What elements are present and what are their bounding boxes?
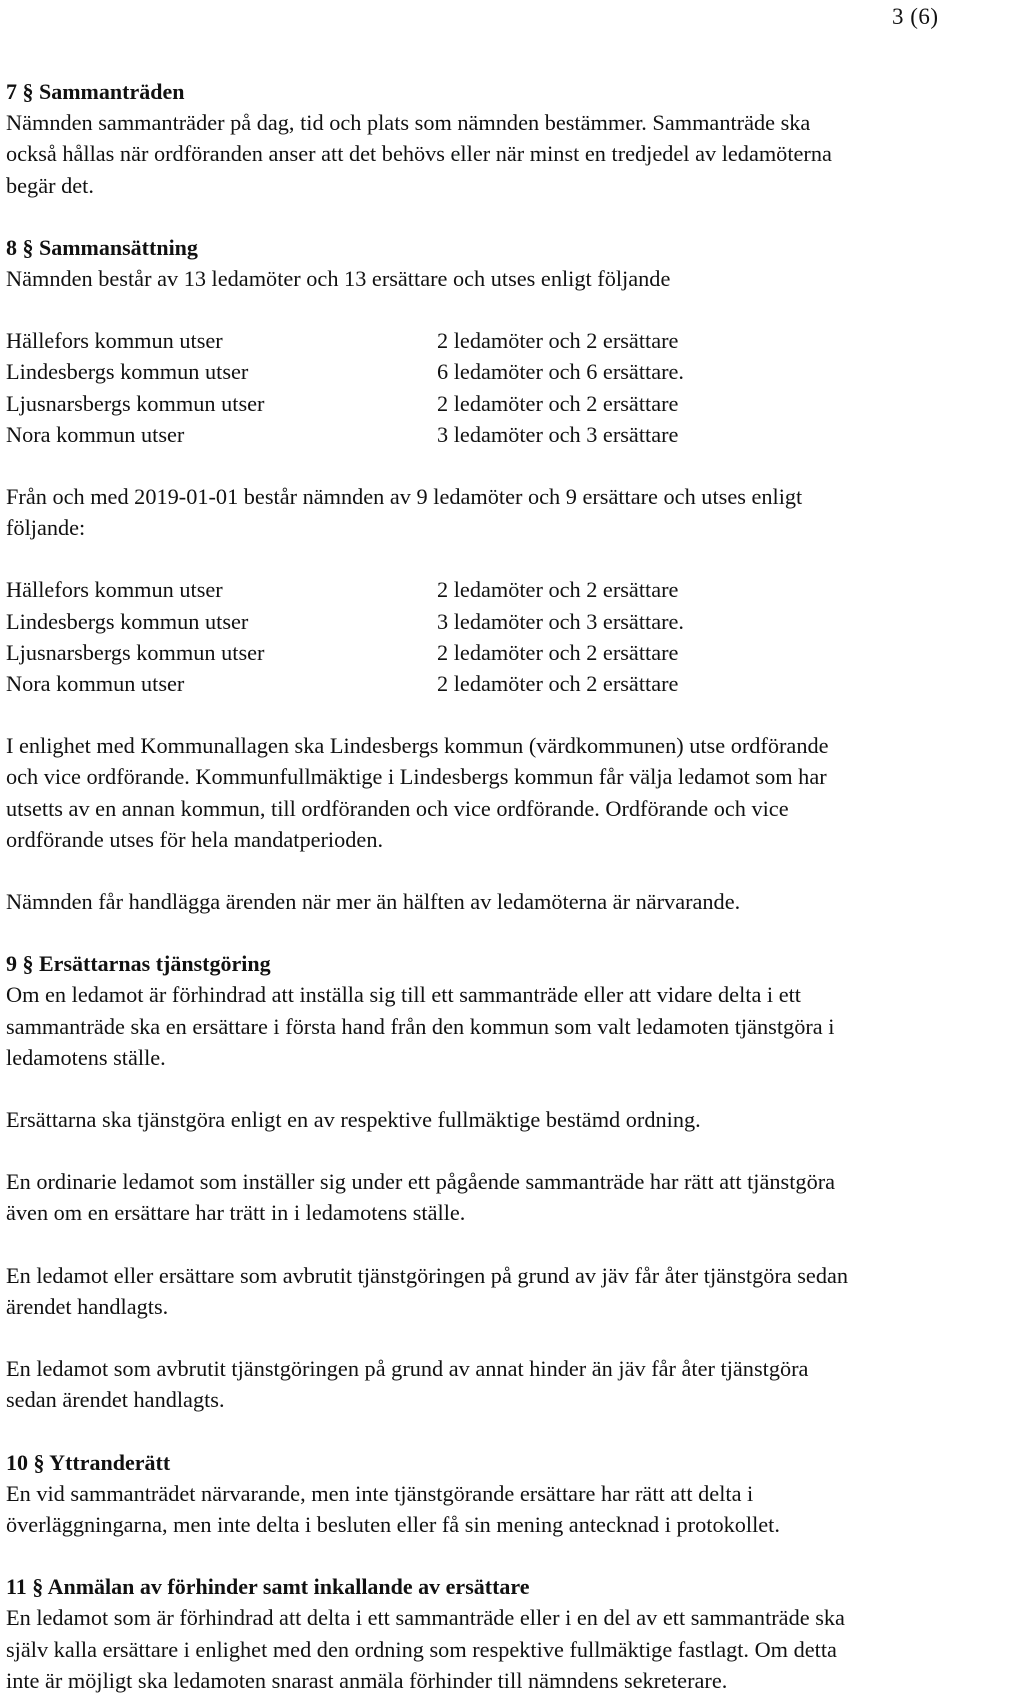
text-line: också hållas när ordföranden anser att det behövs eller när minst en tredjedel av ledamöterna — [6, 141, 832, 167]
text-line: även om en ersättare har trätt in i ledamotens ställe. — [6, 1200, 466, 1226]
page-number: 3 (6) — [892, 4, 939, 29]
text-line: och vice ordförande. Kommunfullmäktige i Lindesbergs kommun får välja ledamot som har — [6, 764, 827, 790]
text-line: själv kalla ersättare i enlighet med den ordning som respektive fullmäktige fastlagt. Om detta — [6, 1636, 837, 1662]
section-heading: 11 § Anmälan av förhinder samt inkallande av ersättare — [6, 1574, 530, 1600]
text-line: överläggningarna, men inte delta i besluten eller få sin mening antecknad i protokollet. — [6, 1511, 780, 1537]
text-line: En ordinarie ledamot som inställer sig under ett pågående sammanträde har rätt att tjänstgöra — [6, 1169, 836, 1195]
paragraph — [6, 481, 1022, 543]
count-cell: 2 ledamöter och 2 ersättare — [437, 577, 679, 603]
text-line: Nämnden sammanträder på dag, tid och plats som nämnden bestämmer. Sammanträde ska — [6, 110, 811, 136]
text-line: ordförande utses för hela mandatperioden. — [6, 826, 384, 852]
municipality-cell: Lindesbergs kommun utser — [6, 608, 249, 634]
paragraph: Nämnden får handlägga ärenden när mer än hälften av ledamöterna är närvarande. — [6, 889, 741, 915]
count-cell: 2 ledamöter och 2 ersättare — [437, 671, 679, 697]
count-cell: 6 ledamöter och 6 ersättare. — [437, 359, 685, 385]
paragraph — [6, 1478, 1022, 1540]
paragraph: Nämnden består av 13 ledamöter och 13 ersättare och utses enligt följande — [6, 266, 671, 292]
text-line: En ledamot som avbrutit tjänstgöringen på grund av annat hinder än jäv får åter tjänstgöra — [6, 1356, 809, 1382]
representation-table — [6, 574, 1022, 699]
document-body — [6, 76, 1022, 1696]
count-cell: 2 ledamöter och 2 ersättare — [437, 390, 679, 416]
text-line: I enlighet med Kommunallagen ska Lindesbergs kommun (värdkommunen) utse ordförande — [6, 733, 829, 759]
text-line: ärendet handlagts. — [6, 1293, 169, 1319]
section-9 — [6, 948, 1022, 1415]
municipality-cell: Nora kommun utser — [6, 671, 185, 697]
municipality-cell: Ljusnarsbergs kommun utser — [6, 390, 265, 416]
text-line: utsetts av en annan kommun, till ordföranden och vice ordförande. Ordförande och vice — [6, 795, 789, 821]
section-heading: 10 § Yttranderätt — [6, 1449, 171, 1475]
paragraph — [6, 1166, 1022, 1228]
text-line: En vid sammanträdet närvarande, men inte tjänstgörande ersättare har rätt att delta i — [6, 1480, 754, 1506]
count-cell: 2 ledamöter och 2 ersättare — [437, 639, 679, 665]
paragraph — [6, 1602, 1022, 1696]
section-heading: 7 § Sammanträden — [6, 79, 185, 104]
representation-table — [6, 325, 1022, 450]
text-line: ledamotens ställe. — [6, 1044, 166, 1070]
section-11 — [6, 1571, 1022, 1696]
municipality-cell: Ljusnarsbergs kommun utser — [6, 639, 265, 665]
section-heading: 8 § Sammansättning — [6, 234, 198, 260]
text-line: Från och med 2019-01-01 består nämnden av 9 ledamöter och 9 ersättare och utses enligt — [6, 484, 803, 510]
paragraph — [6, 1260, 1022, 1322]
text-line: En ledamot eller ersättare som avbrutit tjänstgöringen på grund av jäv får åter tjänstgöra sedan — [6, 1262, 849, 1288]
text-line: sedan ärendet handlagts. — [6, 1387, 225, 1413]
municipality-cell: Hällefors kommun utser — [6, 577, 223, 603]
text-line: begär det. — [6, 172, 94, 198]
section-8 — [6, 232, 1022, 917]
municipality-cell: Nora kommun utser — [6, 421, 185, 447]
paragraph — [6, 1353, 1022, 1415]
section-7 — [6, 76, 1022, 201]
paragraph — [6, 979, 1022, 1073]
count-cell: 3 ledamöter och 3 ersättare. — [437, 608, 685, 634]
paragraph — [6, 107, 1022, 201]
count-cell: 2 ledamöter och 2 ersättare — [437, 328, 679, 354]
text-line: Om en ledamot är förhindrad att inställa sig till ett sammanträde eller att vidare delta i ett — [6, 982, 801, 1008]
text-line: inte är möjligt ska ledamoten snarast anmäla förhinder till nämndens sekreterare. — [6, 1667, 728, 1693]
municipality-cell: Lindesbergs kommun utser — [6, 359, 249, 385]
text-line: En ledamot som är förhindrad att delta i ett sammanträde eller i en del av ett sammanträde ska — [6, 1605, 845, 1631]
text-line: sammanträde ska en ersättare i första hand från den kommun som valt ledamoten tjänstgöra i — [6, 1013, 835, 1039]
text-line: följande: — [6, 515, 86, 541]
section-10 — [6, 1447, 1022, 1541]
section-heading: 9 § Ersättarnas tjänstgöring — [6, 951, 271, 977]
municipality-cell: Hällefors kommun utser — [6, 328, 223, 354]
count-cell: 3 ledamöter och 3 ersättare — [437, 421, 679, 447]
paragraph: Ersättarna ska tjänstgöra enligt en av respektive fullmäktige bestämd ordning. — [6, 1107, 701, 1133]
paragraph — [6, 730, 1022, 855]
